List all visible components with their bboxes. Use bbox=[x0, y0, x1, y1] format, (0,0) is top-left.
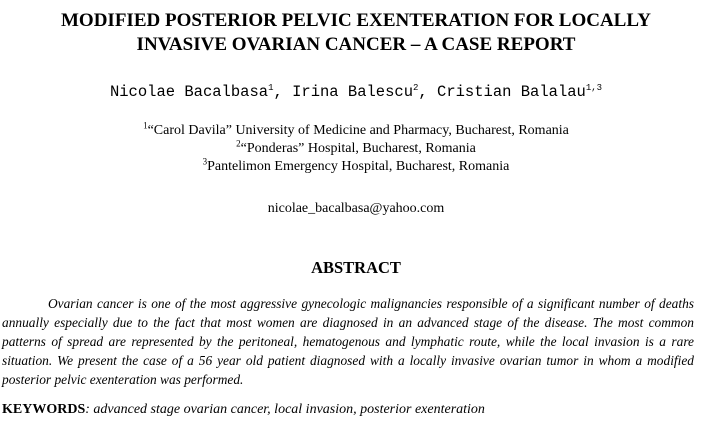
affiliation-1 bbox=[0, 122, 712, 140]
title-line-1: MODIFIED POSTERIOR PELVIC EXENTERATION FOR LOCALLY bbox=[61, 10, 651, 31]
author-name: Nicolae Bacalbasa bbox=[109, 83, 269, 101]
author-affiliation-mark: 1 bbox=[268, 82, 274, 93]
author-affiliation-mark: 1,3 bbox=[585, 82, 603, 93]
affiliation-text: Pantelimon Emergency Hospital, Bucharest, Romania bbox=[207, 159, 510, 174]
keywords-text: : advanced stage ovarian cancer, local invasion, posterior exenteration bbox=[85, 402, 485, 417]
keywords-line bbox=[2, 401, 702, 419]
affiliation-list bbox=[0, 122, 712, 176]
affiliation-text: “Ponderas” Hospital, Bucharest, Romania bbox=[240, 141, 476, 156]
affiliation-text: “Carol Davila” University of Medicine and Pharmacy, Bucharest, Romania bbox=[147, 123, 569, 138]
affiliation-2 bbox=[0, 140, 712, 158]
abstract-heading: ABSTRACT bbox=[311, 258, 401, 277]
paper-title bbox=[0, 9, 712, 57]
author-separator: , bbox=[418, 83, 438, 101]
affiliation-mark: 2 bbox=[236, 138, 241, 149]
affiliation-mark: 1 bbox=[143, 120, 148, 131]
title-line-2: INVASIVE OVARIAN CANCER – A CASE REPORT bbox=[136, 34, 576, 55]
affiliation-mark: 3 bbox=[202, 156, 208, 167]
corresponding-email: nicolae_bacalbasa@yahoo.com bbox=[267, 201, 445, 216]
author-list bbox=[0, 82, 712, 102]
affiliation-3 bbox=[0, 158, 712, 176]
author-name: Cristian Balalau bbox=[437, 83, 586, 101]
author-affiliation-mark: 2 bbox=[413, 82, 419, 93]
abstract-text: Ovarian cancer is one of the most aggressive gynecologic malignancies responsible of a significant number of deaths annually especially due to the fact that most women are diagnosed in an advanced stage of the disease. The most common patterns of spread are represented by the peritoneal, hematogenous and lymphatic route, while the local invasion is a rare situation. We present the case of a 56 year old patient diagnosed with a locally invasive ovarian tumor in whom a modified posterior pelvic exenteration was performed. bbox=[2, 296, 694, 387]
keywords-label: KEYWORDS bbox=[2, 402, 86, 417]
author-name: Irina Balescu bbox=[292, 83, 414, 101]
author-separator: , bbox=[273, 83, 293, 101]
